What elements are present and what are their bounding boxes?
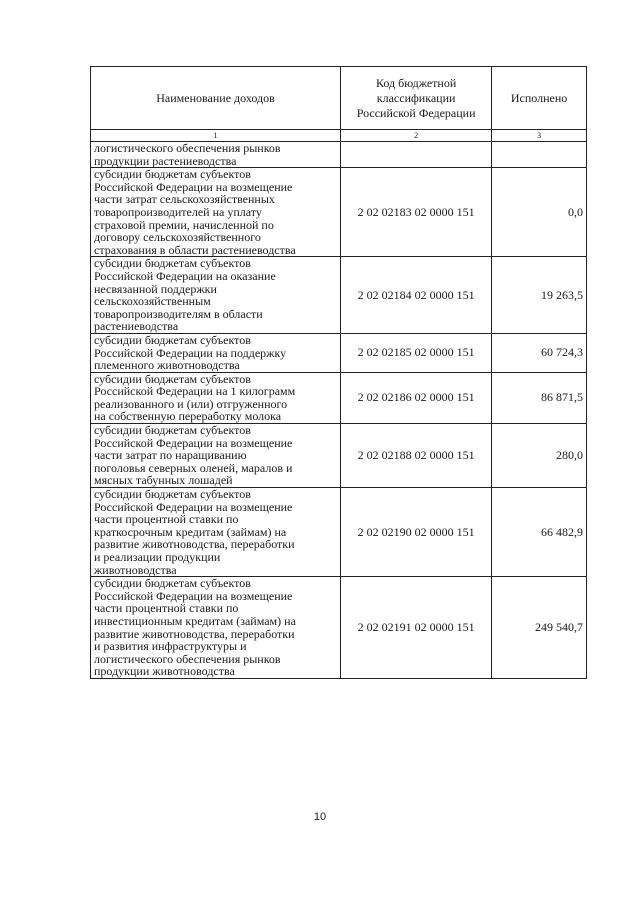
header-budget-code-line: Российской Федерации [356,105,476,120]
income-name-line: страхования в области растениеводства [94,242,296,257]
income-name-line: развитие животноводства, переработки [94,626,295,641]
income-name-line: поголовья северных оленей, маралов и [94,460,293,475]
table-row [91,333,587,372]
table-row [91,142,587,168]
budget-code-cell: 2 02 02185 02 0000 151 [341,333,492,372]
executed-value-cell: 60 724,3 [492,333,587,372]
budget-code-cell [341,142,492,168]
income-name-line: субсидии бюджетам субъектов [94,423,251,438]
budget-code-cell: 2 02 02190 02 0000 151 [341,488,492,577]
income-name-line: и реализации продукции [94,550,221,564]
income-name-line: логистического обеспечения рынков [94,651,281,666]
income-name-cell [91,424,341,488]
income-name-line: товаропроизводителей на уплату [94,204,262,219]
income-name-cell [91,372,341,423]
income-name-line: товаропроизводителям в области [94,306,263,321]
income-name-cell [91,142,341,168]
table-row [91,488,587,577]
column-number: 1 [91,130,341,142]
income-name-line: сельскохозяйственным [94,294,211,309]
income-name-line: субсидии бюджетам субъектов [94,167,251,182]
executed-value-cell: 86 871,5 [492,372,587,423]
executed-value-cell: 249 540,7 [492,577,587,679]
income-name-line: и развития инфраструктуры и [94,639,247,654]
income-name-line: Российской Федерации на возмещение [94,435,293,450]
executed-value-cell: 280,0 [492,424,587,488]
executed-value-cell: 66 482,9 [492,488,587,577]
income-name-line: части затрат по наращиванию [94,448,247,463]
income-name-cell [91,168,341,257]
header-budget-code-line: классификации [376,90,456,105]
income-name-cell [91,333,341,372]
table-row [91,168,587,257]
income-name-line: логистического обеспечения рынков [94,141,281,155]
income-name-line: страховой премии, начисленной по [94,217,274,232]
income-name-line: развитие животноводства, переработки [94,537,295,552]
income-name-line: продукции животноводства [94,664,235,679]
income-name-cell [91,488,341,577]
income-name-line: продукции растениеводства [94,153,237,168]
budget-income-table [90,66,587,679]
income-name-line: Российской Федерации на возмещение [94,499,293,514]
executed-value-cell: 0,0 [492,168,587,257]
income-name-line: Российской Федерации на возмещение [94,179,293,194]
budget-code-cell: 2 02 02184 02 0000 151 [341,257,492,334]
income-name-line: инвестиционным кредитам (займам) на [94,613,296,628]
table-row [91,372,587,423]
income-name-line: мясных табунных лошадей [94,473,233,488]
income-name-line: части процентной ставки по [94,512,239,527]
income-name-line: растениеводства [94,319,179,334]
column-number-row [91,130,587,142]
column-number: 2 [341,130,492,142]
income-name-line: договору сельскохозяйственного [94,230,261,245]
income-name-line: субсидии бюджетам субъектов [94,256,251,271]
income-name-cell [91,577,341,679]
income-name-line: части процентной ставки по [94,601,239,616]
table-row [91,257,587,334]
income-name-line: реализованного и (или) отгруженного [94,396,288,411]
income-name-line: субсидии бюджетам субъектов [94,371,251,386]
budget-code-cell: 2 02 02191 02 0000 151 [341,577,492,679]
income-name-line: части затрат сельскохозяйственных [94,192,275,207]
income-name-line: субсидии бюджетам субъектов [94,576,251,591]
budget-code-cell: 2 02 02186 02 0000 151 [341,372,492,423]
income-name-line: Российской Федерации на оказание [94,268,276,283]
income-name-line: Российской Федерации на поддержку [94,345,287,360]
income-name-line: краткосрочным кредитам (займам) на [94,524,287,539]
header-budget-code-line: Код бюджетной [375,75,457,90]
column-number: 3 [492,130,587,142]
income-name-line: субсидии бюджетам субъектов [94,332,251,347]
table-row [91,424,587,488]
header-executed: Исполнено [492,67,587,130]
income-name-cell [91,257,341,334]
executed-value-cell [492,142,587,168]
page-number: 10 [313,811,327,823]
income-name-line: Российской Федерации на 1 килограмм [94,384,296,399]
executed-value-cell: 19 263,5 [492,257,587,334]
header-budget-code [341,67,492,130]
budget-code-cell: 2 02 02183 02 0000 151 [341,168,492,257]
budget-code-cell: 2 02 02188 02 0000 151 [341,424,492,488]
header-row [91,67,587,130]
income-name-line: несвязанной поддержки [94,281,217,296]
income-name-line: на собственную переработку молока [94,409,282,424]
income-name-line: животноводства [94,562,177,577]
income-name-line: Российской Федерации на возмещение [94,588,293,603]
header-income-name: Наименование доходов [91,67,341,130]
table-row [91,577,587,679]
income-name-line: племенного животноводства [94,358,240,373]
income-name-line: субсидии бюджетам субъектов [94,487,251,502]
